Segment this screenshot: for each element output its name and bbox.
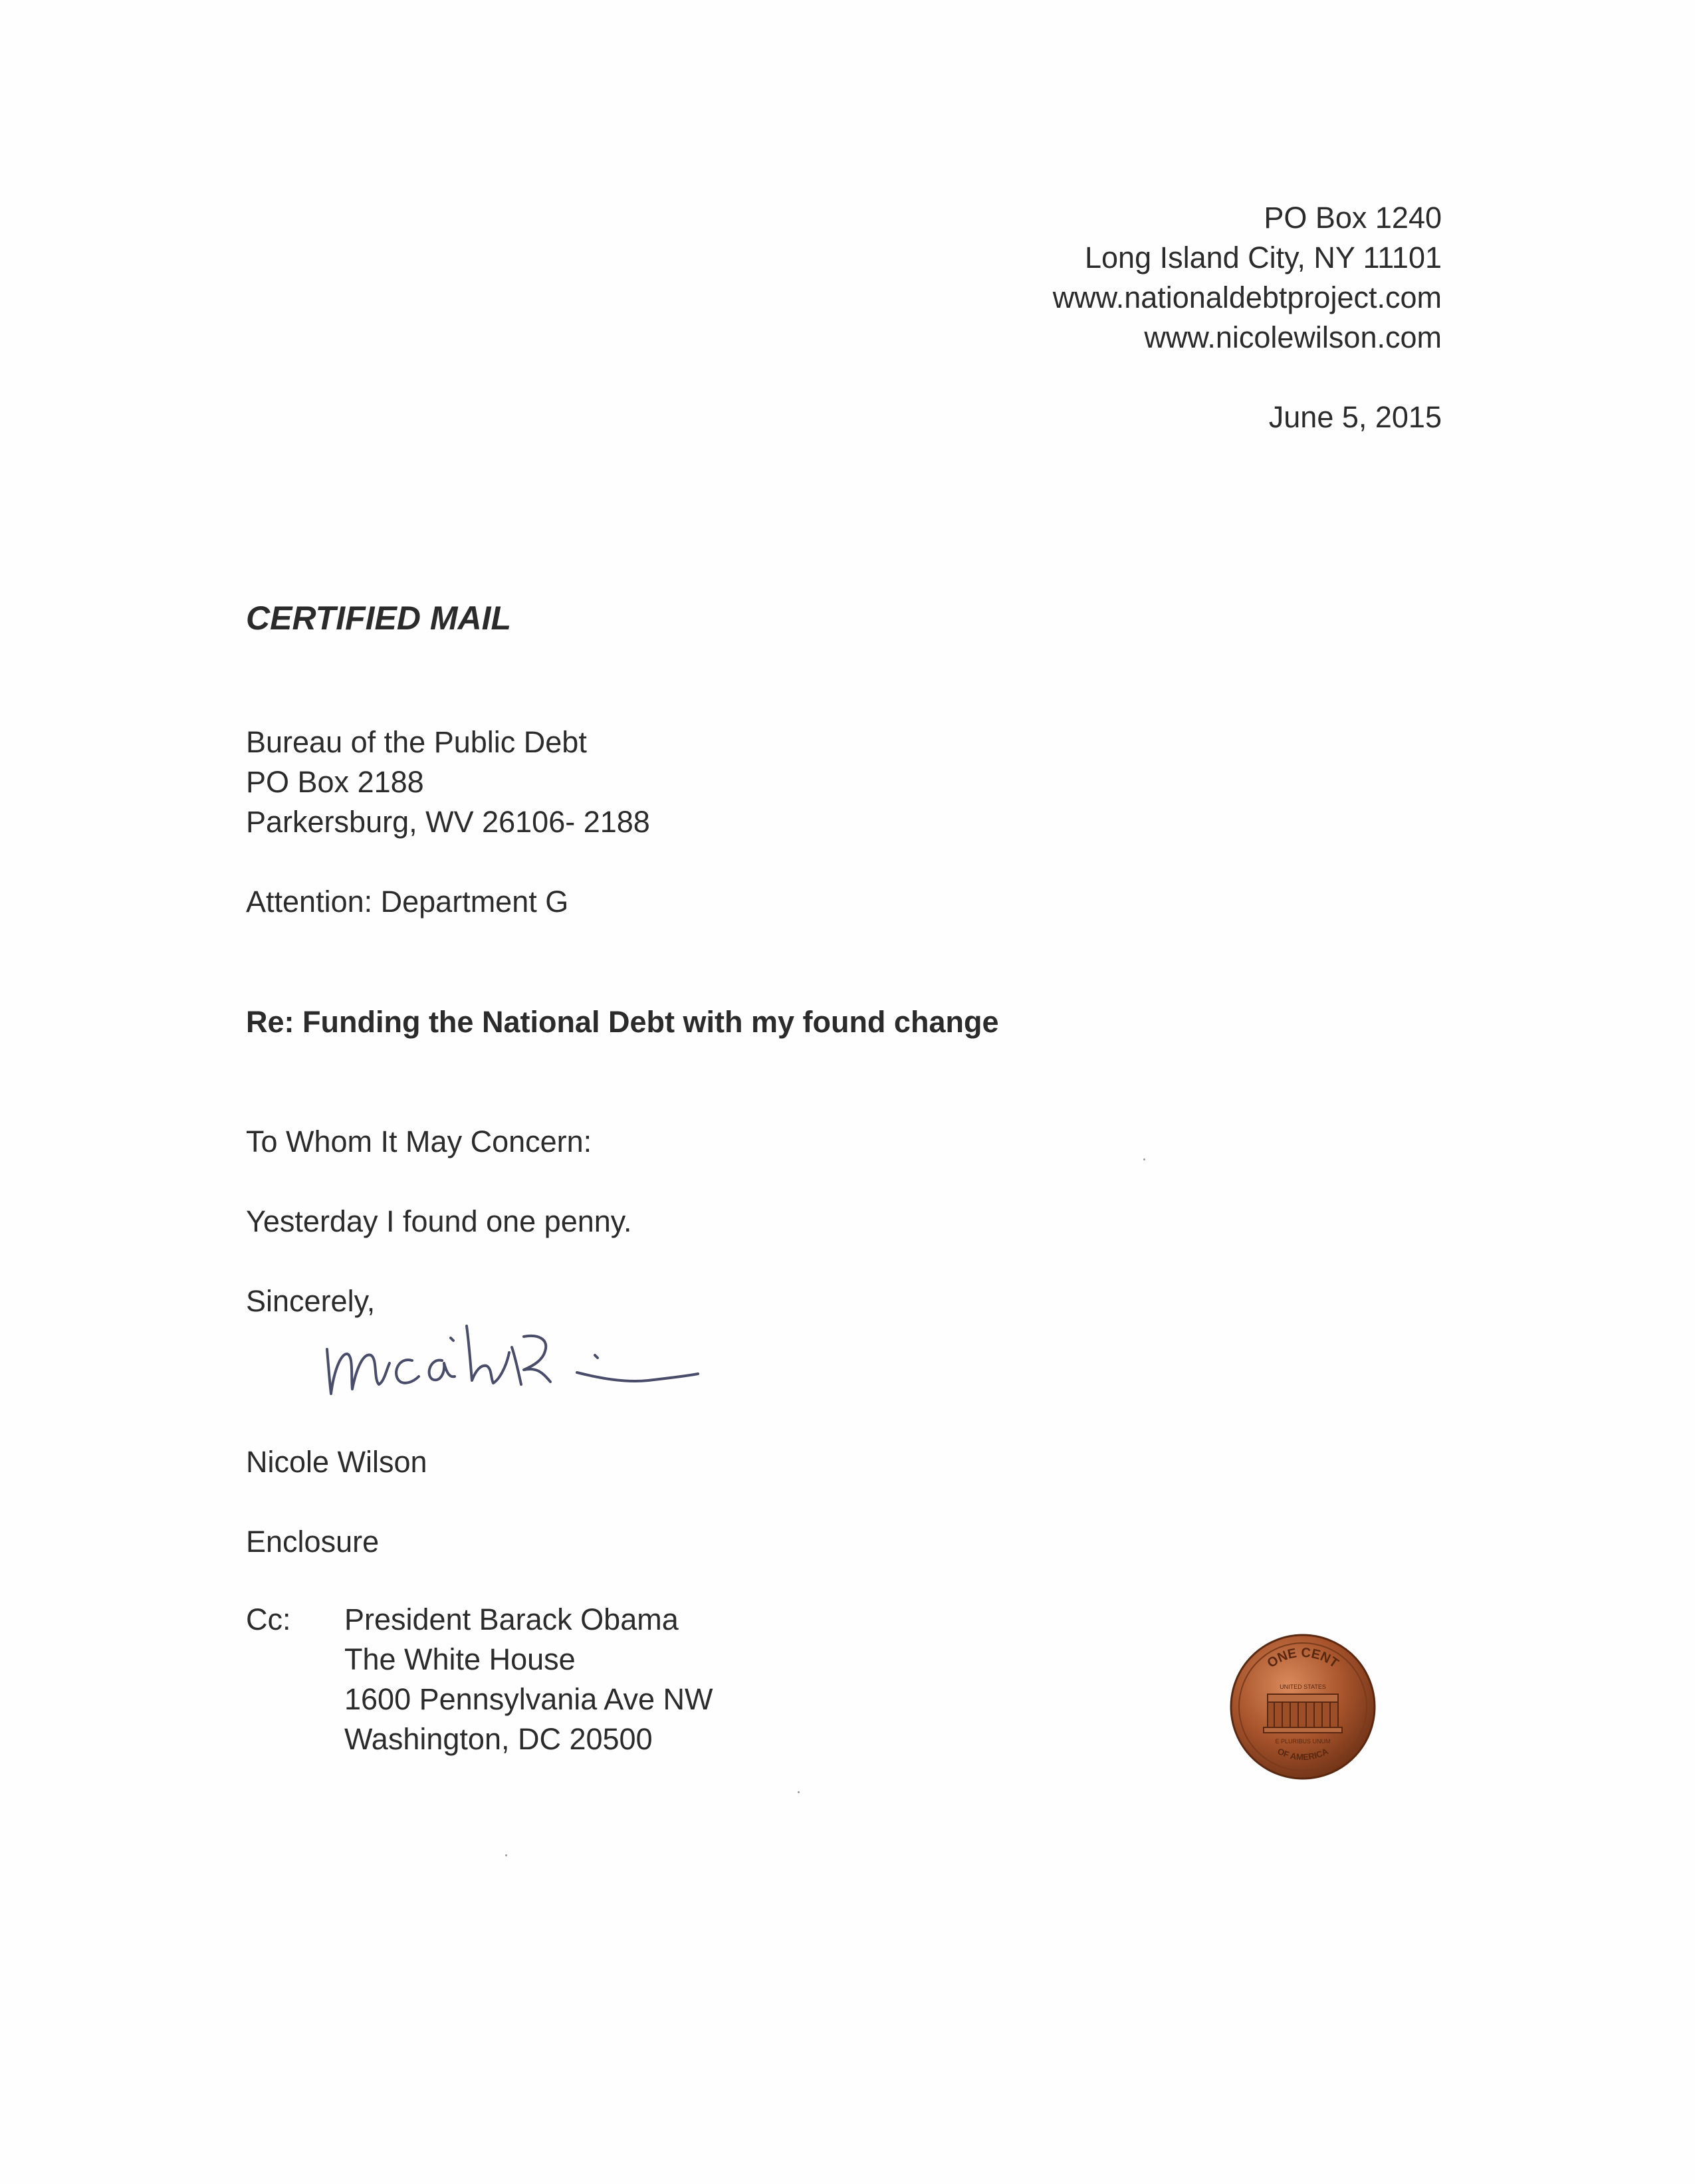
lincoln-memorial-icon <box>1264 1694 1342 1733</box>
cc-label: Cc: <box>246 1602 291 1636</box>
salutation: To Whom It May Concern: <box>246 1125 592 1158</box>
penny-coin-image <box>1226 1630 1379 1783</box>
subject-line: Re: Funding the National Debt with my found change <box>246 1005 999 1039</box>
body-text: Yesterday I found one penny. <box>246 1204 632 1238</box>
recipient-po-box: PO Box 2188 <box>246 765 424 799</box>
penny-inscription-left: UNITED STATES <box>1280 1684 1326 1690</box>
certified-mail-heading: CERTIFIED MAIL <box>246 600 512 637</box>
cc-line-street: 1600 Pennsylvania Ave NW <box>344 1682 713 1716</box>
closing: Sincerely, <box>246 1284 376 1318</box>
sender-po-box: PO Box 1240 <box>1264 201 1442 235</box>
cc-line-name: President Barack Obama <box>344 1602 679 1636</box>
recipient-city-line: Parkersburg, WV 26106- 2188 <box>246 805 650 839</box>
penny-inscription-right: E PLURIBUS UNUM <box>1275 1738 1331 1745</box>
recipient-name: Bureau of the Public Debt <box>246 725 587 759</box>
scan-speck <box>1143 1158 1145 1160</box>
cc-line-building: The White House <box>344 1642 576 1676</box>
scan-speck <box>798 1791 800 1793</box>
penny-inscription-top: ONE CENT <box>1264 1645 1341 1672</box>
handwritten-signature <box>312 1299 705 1412</box>
sender-website-2: www.nicolewilson.com <box>1144 320 1442 354</box>
enclosure-note: Enclosure <box>246 1525 380 1559</box>
sender-website-1: www.nationaldebtproject.com <box>1052 280 1442 314</box>
signature-strokes <box>327 1326 698 1394</box>
attention-line: Attention: Department G <box>246 885 569 919</box>
scan-speck <box>505 1854 507 1856</box>
sender-city-line: Long Island City, NY 11101 <box>1084 241 1442 274</box>
signer-name: Nicole Wilson <box>246 1445 427 1479</box>
penny-inscription-bottom: OF AMERICA <box>1276 1746 1330 1763</box>
cc-line-city: Washington, DC 20500 <box>344 1722 653 1756</box>
letter-date: June 5, 2015 <box>1268 400 1442 434</box>
